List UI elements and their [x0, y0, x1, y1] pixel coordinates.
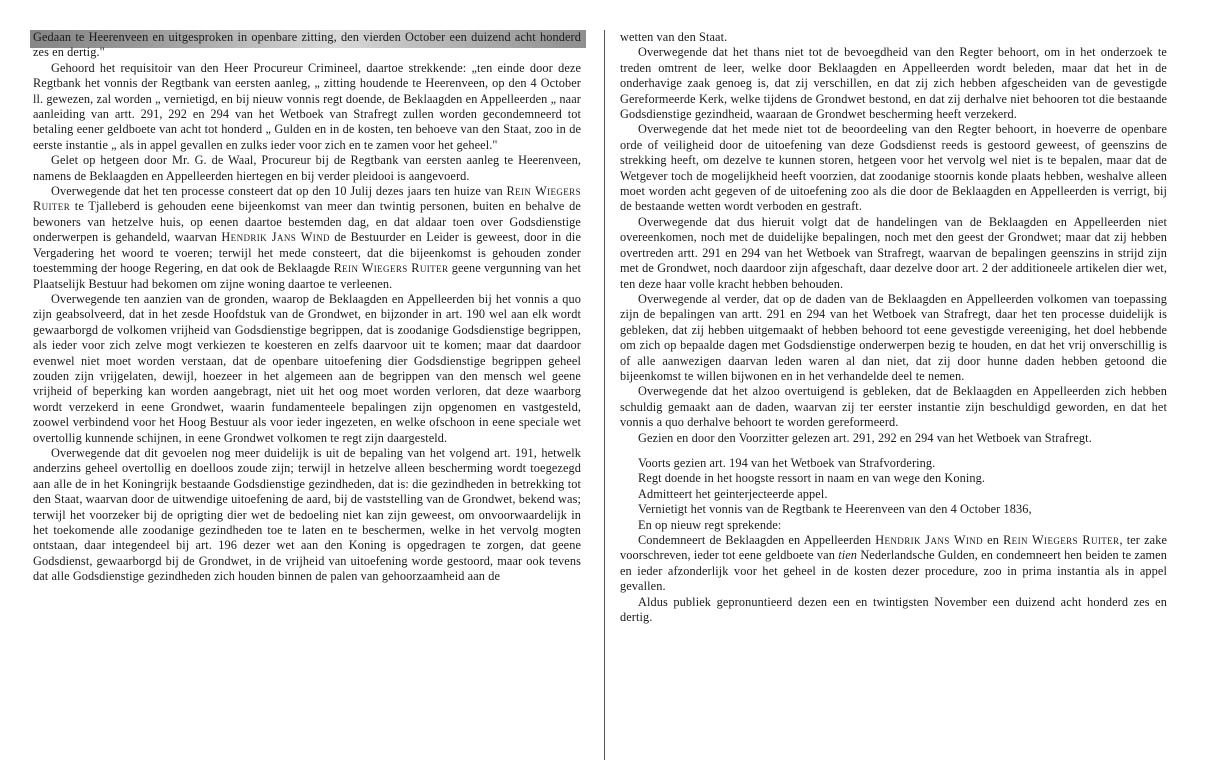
right-column: [620, 30, 1167, 625]
defendant-name: Rein Wiegers Ruiter: [1003, 533, 1120, 547]
opening-paragraph: Gedaan te Heerenveen en uitgesproken in openbare zitting, den vierden October een duizend acht honderd zes en dertig.": [33, 30, 581, 60]
text-run: Condemneert de Beklaagden en Appelleerden: [638, 533, 876, 547]
verdict-line: En op nieuw regt sprekende:: [638, 517, 782, 532]
guilt-paragraph: Overwegende dat het alzoo overtuigend is gebleken, dat de Beklaagden en Appelleerden zich hebben schuldig gemaakt aan de daden, waarvan zij ter eerster instantie zijn beschuldigd geworden, en dat het vonnis a quo derhalve behoort te worden gereformeerd.: [620, 384, 1167, 430]
verdict-line: Vernietigt het vonnis van de Regtbank te Heerenveen van den 4 October 1836,: [638, 502, 1032, 517]
verdict-line: Voorts gezien art. 194 van het Wetboek van Strafvordering.: [638, 455, 936, 470]
facts-paragraph: [33, 184, 581, 292]
defendant-name: Hendrik Jans Wind: [221, 230, 330, 245]
violation-paragraph: Overwegende dat dus hieruit volgt dat de handelingen van de Beklaagden en Appelleerden niet overeenkomen, noch met de duidelijke bepalingen, noch met den geest der Grondwet; maar dat zij hebben overtreden artt. 291 en 294 van het Wetboek van Strafregt, waarvan de bepalingen geenszins in strijd zijn met de Grondwet, noch daardoor zijn afgeschaft, daar dezelve door art. 2 der additioneele artikelen dier wet, ten deze haar volle kracht hebben behouden.: [620, 214, 1167, 291]
text-run: Overwegende dat het ten processe consteert dat op den 10 Julij dezes jaars ten huize van: [51, 184, 507, 199]
applicability-paragraph: Overwegende al verder, dat op de daden van de Beklaagden en Appelleerden volkomen van toepassing zijn de bepalingen van artt. 291 en 294 van het Wetboek van Strafregt, daar het ten processe duidelijk is gebleken, dat zij hebben uitgemaakt of hebben behoord tot eene gevestigde vereeniging, het doel hebbende om zich op bepaalde dagen met Godsdienstige onderwerpen bezig te houden, en dat het vrij onverschillig is of alle aanwezigen daarvan leden waren al dan niet, dat zij door hunne daden hebben getoond die bijeenkomst te willen bijwonen en in het verhandelde deel te nemen.: [620, 291, 1167, 383]
page-divider: [604, 30, 605, 760]
article-191-paragraph: Overwegende dat dit gevoelen nog meer duidelijk is uit de bepaling van het volgend art. 191, hetwelk anderzins geheel overtollig en doelloos zoude zijn; terwijl in hetzelve alleen bescherming wordt toegezegd aan alle de in het Koningrijk bestaande Godsdienstige gezindheden, dat is: die gezindheden in betrekking tot den Staat, waarvan door de uitwendige uitoefening de aard, bij de vaststelling van de Grondwet, bekend was; terwijl het voorzeker bij de oprigting dier wet de bedoeling niet kan zijn geweest, om onvoorwaardelijk in het toekomende alle zoodanige gezindheden toe te laten en te beschermen, welke in het vervolg mogten ontstaan, daar integendeel bij art. 196 dezer wet aan den Koning is opgedragen te zorgen, dat geene Godsdienst, gewaarborgd bij de Grondwet, in de vrijheid van uitoefening worde gestoord, maar ook tevens dat alle Godsdienstige gezindheden zich houden binnen de palen van gehoorzaamheid aan de: [33, 445, 581, 584]
text-run: en: [983, 533, 1004, 547]
text-run: Nederlandsche Gulden, en condemneert hen beiden te zamen en ieder afzonderlijk voor het geheel in de kosten dezer procedure, zoo in prima instantia als in appel gevallen.: [620, 548, 1167, 594]
fine-amount: tien: [838, 548, 858, 563]
defendant-name: Hendrik Jans Wind: [875, 533, 984, 547]
pronouncement-paragraph: Aldus publiek gepronuntieerd dezen een en twintigsten November een duizend acht honderd zes en dertig.: [620, 594, 1167, 625]
grounds-paragraph: Overwegende ten aanzien van de gronden, waarop de Beklaagden en Appelleerden bij het vonnis a quo zijn geabsolveerd, dat in het zesde Hoofdstuk van de Grondwet, en bijzonder in art. 190 wel aan elk wordt gewaarborgd de volkomen vrijheid van Godsdienstige begrippen, dat is zoodanige Godsdienstige begrippen, als ieder voor zich zelve mogt verkiezen te koesteren en zelfs daarvoor uit te komen; maar dat daardoor evenwel niet moet worden verstaan, dat de openbare uitoefening dier Godsdienstige begrippen geheel zouden zijn vrijgelaten, dewijl, hoezeer in het algemeen aan de begrippen van den mensch wel geene vrijheid of beperking kan worden aangebragt, niet uit het oog moet worden verloren, dat deze waarborg wordt verzekerd in eene Grondwet, waarin fundamenteele bepalingen zijn opgenomen en vastgesteld, zoowel verbindend voor het Hoog Bestuur als voor ieder ingezeten, en welke ofschoon in eene speciale wet overtollig kunnende schijnen, in eene Grondwet volkomen te regt zijn daargesteld.: [33, 291, 581, 445]
text-run: te Tjalleberd is gehouden eene bijeenkomst van meer dan twintig personen, buiten en behalve de bewoners van hetzelve huis, op eenen daartoe bestemden dag, en dat aldaar toen over Godsdienstige onderwerpen is gehandeld, waarvan: [33, 199, 581, 245]
continuation-line: wetten van den Staat.: [620, 30, 728, 44]
text-run: de Bestuurder en Leider is geweest, door in die Vergadering het woord te voeren; terwijl het mede consteert, dat die bijeenkomst is gehouden zonder toestemming der hooge Regering, en dat ook de Beklaagde: [33, 230, 582, 276]
public-order-paragraph: Overwegende dat het mede niet tot de beoordeeling van den Regter behoort, in hoeverre de openbare orde of veiligheid door de uitoefening van deze Godsdienst reeds is gestoord geweest, of geenszins de strekking heeft, om dezelve te kunnen storen, hetgeen voor het vervolg wel niet is te bepalen, maar dat de Wetgever toch de mogelijkheid heeft voorzien, dat zoodanige stoornis konde plaats hebben, weshalve alleen moet worden acht gegeven of de uitoefening zoo als die door de Beklaagden en Appelleerden is verrigt, bij de bestaande wetten wordt verboden en gestraft.: [620, 122, 1167, 214]
pleidooi-paragraph: Gelet op hetgeen door Mr. G. de Waal, Procureur bij de Regtbank van eersten aanleg te Heerenveen, namens de Beklaagden en Appelleerden hiertegen en bij verder pleidooi is aangevoerd.: [33, 153, 581, 183]
defendant-name: Rein Wiegers Ruiter: [33, 184, 581, 214]
doctrine-paragraph: Overwegende dat het thans niet tot de bevoegdheid van den Regter behoort, om in het onderzoek te treden omtrent de leer, welke door Beklaagden en Appelleerden wordt beleden, maar dat het in de onderhavige zaak genoeg is, dat zij verschillen, en dat zij zich hebben afgescheiden van de gevestigde Gereformeerde Kerk, welke tijdens de Grondwet bestond, en dat zij derhalve niet behooren tot die bestaande Godsdienstige gezindheid, waaraan de Grondwet bescherming heeft verzekerd.: [620, 45, 1167, 122]
sentence-paragraph: [620, 533, 1167, 595]
text-run: , ter zake voorschreven, ieder tot eene geldboete van: [620, 533, 1168, 563]
text-run: geene vergunning van het Plaatselijk Bestuur had bekomen om zijne woning daartoe te verleenen.: [33, 261, 581, 291]
requisitoir-paragraph: Gehoord het requisitoir van den Heer Procureur Crimineel, daartoe strekkende: „ten einde door deze Regtbank het vonnis der Regtbank van eersten aanleg, „ zitting houdende te Heerenveen, op den 4 October ll. gewezen, zal worden „ vernietigd, en bij nieuw vonnis regt doende, de Beklaagden en Appelleerden „ naar aanleiding van artt. 291, 292 en 294 van het Wetboek van Strafregt zullen worden gecondemneerd tot betaling eener geldboete van acht tot honderd „ Gulden en in de kosten, ten behoeve van den Staat, zoo in de eerste instantie „ als in appel gevallen en zulks ieder voor zich en te zamen voor het geheel.": [33, 60, 581, 152]
defendant-name: Rein Wiegers Ruiter: [333, 261, 449, 276]
verdict-line: Admitteert het geinterjecteerde appel.: [638, 486, 828, 501]
articles-read-paragraph: Gezien en door den Voorzitter gelezen art. 291, 292 en 294 van het Wetboek van Strafregt.: [638, 430, 1092, 445]
left-column: [33, 30, 581, 585]
verdict-line: Regt doende in het hoogste ressort in naam en van wege den Koning.: [638, 471, 986, 486]
